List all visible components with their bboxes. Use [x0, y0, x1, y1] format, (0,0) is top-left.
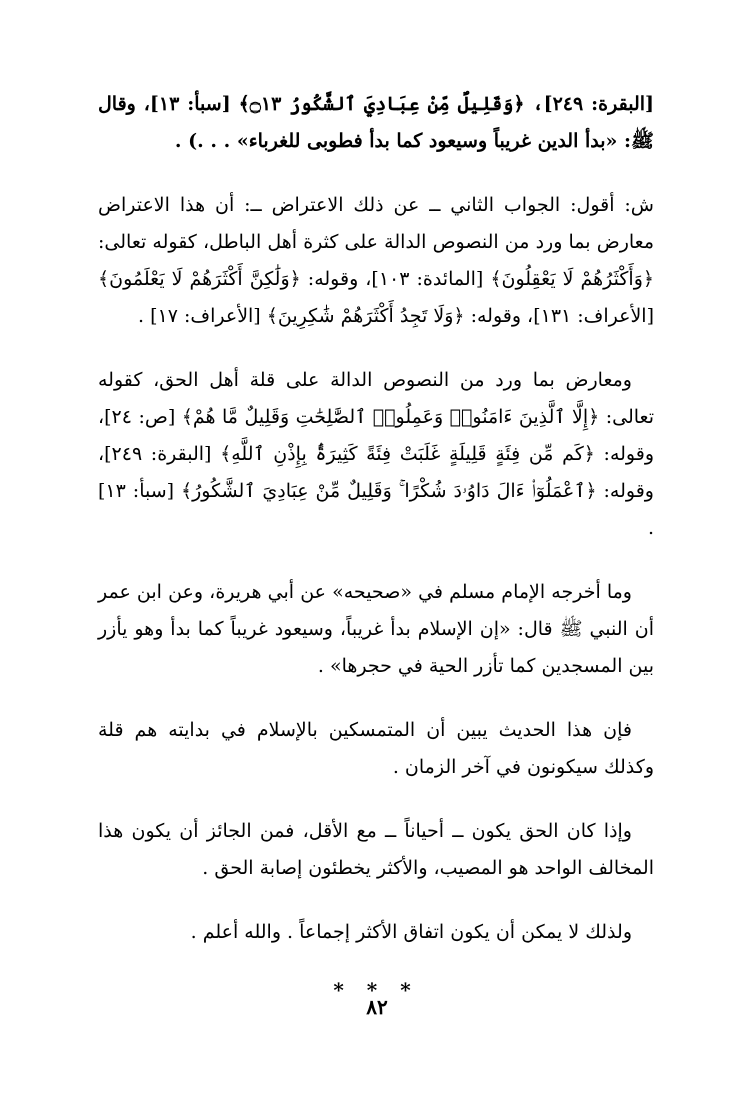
paragraph-4 [98, 574, 654, 685]
paragraph-7-text: ولذلك لا يمكن أن يكون اتفاق الأكثر إجماعاً . والله أعلم . [190, 921, 632, 943]
page-body [98, 86, 654, 1002]
paragraph-6 [98, 813, 654, 887]
paragraph-5 [98, 712, 654, 786]
paragraph-2 [98, 187, 654, 335]
paragraph-1 [98, 86, 654, 160]
paragraph-3 [98, 362, 654, 547]
page-number: ٨٢ [366, 995, 388, 1019]
paragraph-4-text: وما أخرجه الإمام مسلم في «صحيحه» عن أبي هريرة، وعن ابن عمر أن النبي ﷺ قال: «إن الإسلام بدأ غريباً، وسيعود غريباً كما بدأ وهو يأزر بين المسجدين كما تأزر الحية في حجرها» . [98, 581, 654, 677]
paragraph-5-text: فإن هذا الحديث يبين أن المتمسكين بالإسلام في بدايته هم قلة وكذلك سيكونون في آخر الزمان . [98, 719, 654, 778]
section-separator: * * * [333, 978, 419, 1002]
paragraph-1-text: [البقرة: ٢٤٩]، ﴿وَقَلِيلٌ مِّنْ عِبَادِيَ ٱلشَّكُورُ ۝١٣﴾ [سبأ: ١٣]، وقال ﷺ: «بدأ الدين غريباً وسيعود كما بدأ فطوبى للغرباء» . . .) . [98, 93, 654, 152]
paragraph-7 [98, 914, 654, 951]
paragraph-6-text: وإذا كان الحق يكون ــ أحياناً ــ مع الأقل، فمن الجائز أن يكون هذا المخالف الواحد هو المصيب، والأكثر يخطئون إصابة الحق . [98, 820, 654, 879]
paragraph-3-text: ومعارض بما ورد من النصوص الدالة على قلة أهل الحق، كقوله تعالى: ﴿إِلَّا ٱلَّذِينَ ءَامَنُوا۟ وَعَمِلُوا۟ ٱلصَّٰلِحَٰتِ وَقَلِيلٌ مَّا هُمْ﴾ [ص: ٢٤]، وقوله: ﴿كَم مِّن فِئَةٍ قَلِيلَةٍ غَلَبَتْ فِئَةً كَثِيرَةًۢ بِإِذْنِ ٱللَّهِ﴾ [البقرة: ٢٤٩]، وقوله: ﴿ٱعْمَلُوٓا۟ ءَالَ دَاوُۥدَ شُكْرًا ۚ وَقَلِيلٌ مِّنْ عِبَادِيَ ٱلشَّكُورُ﴾ [سبأ: ١٣] . [98, 369, 654, 539]
paragraph-2-text: ش: أقول: الجواب الثاني ــ عن ذلك الاعتراض ــ: أن هذا الاعتراض معارض بما ورد من النصوص الدالة على كثرة أهل الباطل، كقوله تعالى: ﴿وَأَكْثَرُهُمْ لَا يَعْقِلُونَ﴾ [المائدة: ١٠٣]، وقوله: ﴿وَلَٰكِنَّ أَكْثَرَهُمْ لَا يَعْلَمُونَ﴾ [الأعراف: ١٣١]، وقوله: ﴿وَلَا تَجِدُ أَكْثَرَهُمْ شَٰكِرِينَ﴾ [الأعراف: ١٧] . [98, 194, 655, 327]
